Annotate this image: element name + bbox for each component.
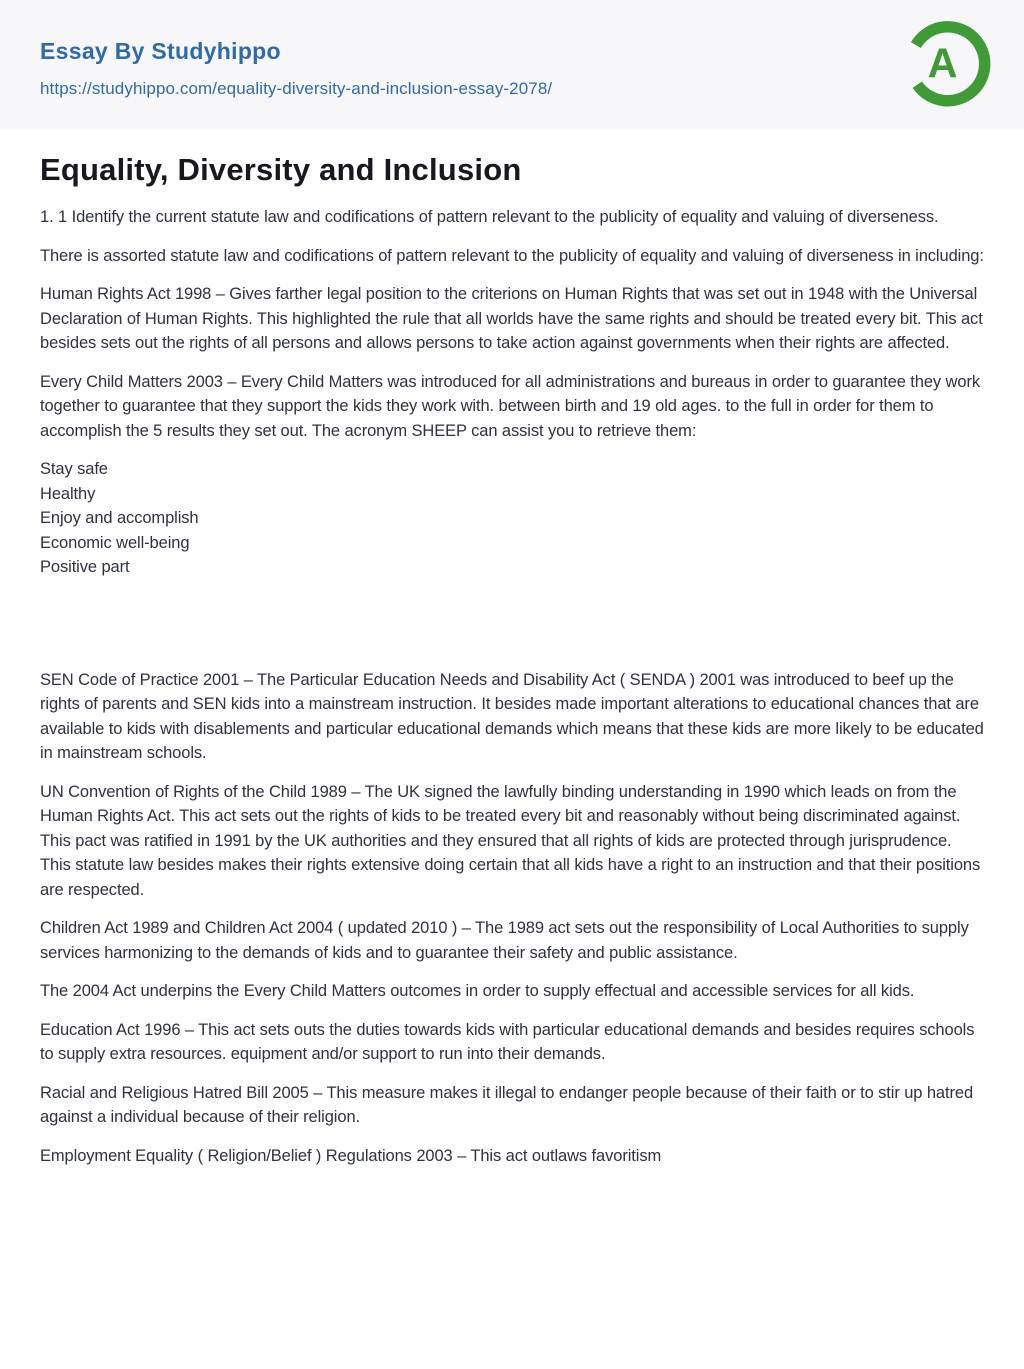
source-url-link[interactable]: https://studyhippo.com/equality-diversity-and-inclusion-essay-2078/ [40,79,553,98]
paragraph-sen-code: SEN Code of Practice 2001 – The Particular Education Needs and Disability Act ( SENDA ) 2001 was introduced to beef up the rights of parents and SEN kids into a mainstream instruction. It besides made important alterations to educational chances that are available to kids with disablements and particular educational demands which means that these kids are more likely to be educated in mainstream schools. [40,670,984,762]
paragraph-question: 1. 1 Identify the current statute law and codifications of pattern relevant to the publicity of equality and valuing of diverseness. [40,208,939,226]
paragraph-human-rights-act: Human Rights Act 1998 – Gives farther legal position to the criterions on Human Rights that was set out in 1948 with the Universal Declaration of Human Rights. This highlighted the rule that all worlds have the same rights and should be treated every bit. This act besides sets out the rights of all persons and allows persons to take action against governments when their rights are affected. [40,285,983,352]
ecm-outcomes-list [40,457,984,580]
logo-letter: A [927,40,958,87]
paragraph-un-convention: UN Convention of Rights of the Child 1989 – The UK signed the lawfully binding understanding in 1990 which leads on from the Human Rights Act. This act sets out the rights of kids to be treated every bit and reasonably without being discriminated against. This pact was ratified in 1991 by the UK authorities and they ensured that all rights of kids are protected through jurisprudence. This statute law besides makes their rights extensive doing certain that all kids have a right to an instruction and that their positions are respected. [40,782,981,899]
blank-space [40,580,984,668]
site-title: Essay By Studyhippo [40,38,281,64]
paragraph-education-act: Education Act 1996 – This act sets outs the duties towards kids with particular educational demands and besides requires schools to supply extra resources. equipment and/or support to run into their demands. [40,1020,975,1063]
paragraph-children-act: Children Act 1989 and Children Act 2004 ( updated 2010 ) – The 1989 act sets out the responsibility of Local Authorities to supply services harmonizing to the demands of kids and to guarantee their safety and public assistance. [40,919,969,962]
paragraph-intro: There is assorted statute law and codifications of pattern relevant to the publicity of equality and valuing of diverseness in including: [40,246,984,265]
paragraph-employment-equality: Employment Equality ( Religion/Belief ) Regulations 2003 – This act outlaws favoritism [40,1146,662,1165]
essay-content [0,129,1024,1212]
list-item: Enjoy and accomplish [40,509,199,527]
list-item: Stay safe [40,460,108,478]
list-item: Healthy [40,484,96,503]
list-item: Positive part [40,558,130,576]
page-header [0,0,1024,129]
paragraph-racial-religious-hatred: Racial and Religious Hatred Bill 2005 – This measure makes it illegal to endanger people because of their faith or to stir up hatred against a individual because of their religion. [40,1083,974,1126]
paragraph-2004-act: The 2004 Act underpins the Every Child Matters outcomes in order to supply effectual and accessible services for all kids. [40,982,915,1000]
logo-arc-icon [903,18,991,110]
studyhippo-logo [903,18,991,110]
list-item: Economic well-being [40,533,190,552]
paragraph-every-child-matters: Every Child Matters 2003 – Every Child Matters was introduced for all administrations and bureaus in order to guarantee they work together to guarantee that they support the kids they work with. between birth and 19 old ages. to the full in order for them to accomplish the 5 results they set out. The acronym SHEEP can assist you to retrieve them: [40,372,980,440]
essay-title: Equality, Diversity and Inclusion [40,152,522,187]
